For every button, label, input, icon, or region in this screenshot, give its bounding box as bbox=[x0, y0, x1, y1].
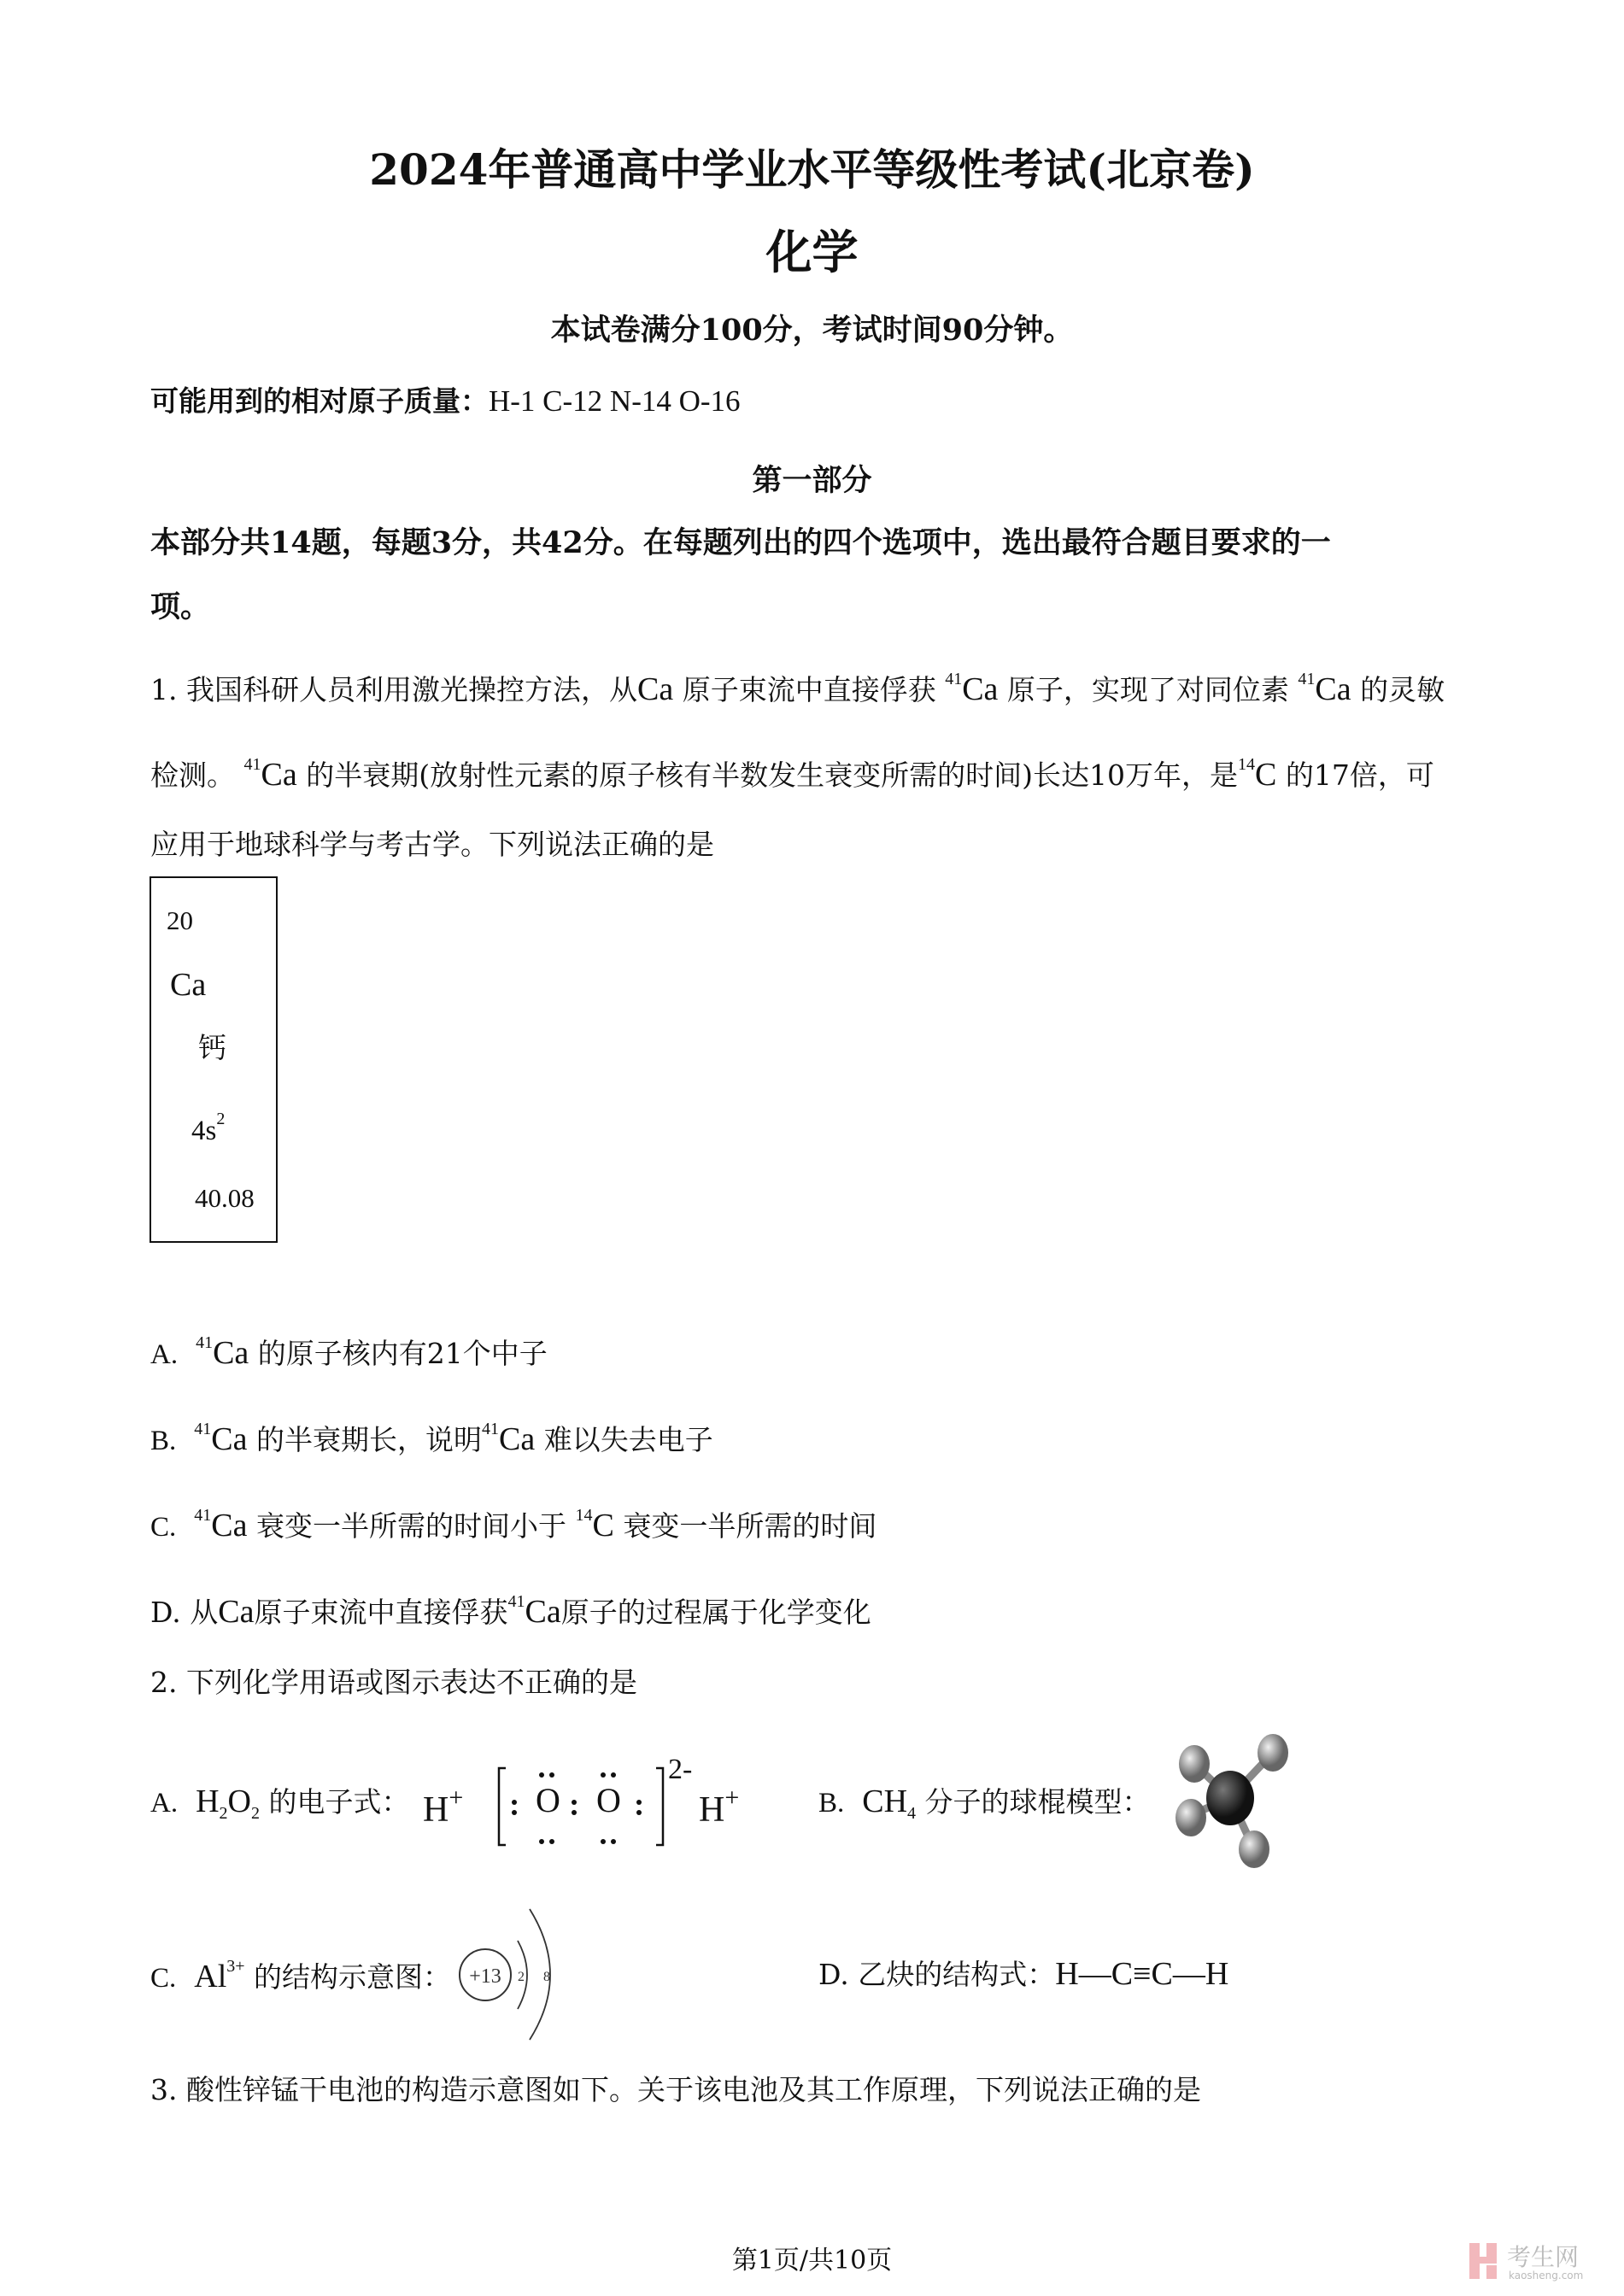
sup: 41 bbox=[481, 1420, 499, 1438]
element: C bbox=[592, 1508, 614, 1543]
element: Ca bbox=[1315, 671, 1351, 707]
q2-stem: 2. 下列化学用语或图示表达不正确的是 bbox=[150, 1666, 637, 1699]
text: 的电子式： bbox=[268, 1785, 410, 1819]
atomic-number: 20 bbox=[167, 905, 193, 935]
mass-number: 41 bbox=[243, 755, 261, 774]
h: H bbox=[699, 1790, 725, 1830]
text: 的结构示意图： bbox=[254, 1960, 452, 1994]
q2-option-c[interactable] bbox=[150, 1958, 451, 1993]
charge: + bbox=[724, 1784, 740, 1812]
element-name: 钙 bbox=[198, 1031, 226, 1064]
subject-title: 化学 bbox=[765, 225, 859, 279]
page-number: 第1页/共10页 bbox=[731, 2246, 893, 2276]
mass-number: 14 bbox=[1237, 755, 1255, 774]
shell-2-count: 8 bbox=[543, 1970, 550, 1984]
q1-line2 bbox=[150, 756, 1434, 791]
label: C. bbox=[150, 1512, 177, 1543]
atomic-mass-values: H-1 C-12 N-14 O-16 bbox=[489, 384, 741, 418]
mass-number: 41 bbox=[1298, 670, 1316, 688]
text: 的半衰期(放射性元素的原子核有半数发生衰变所需的时间)长达10万年，是 bbox=[306, 758, 1238, 792]
sup: 14 bbox=[575, 1506, 593, 1525]
text: 衰变一半所需的时间 bbox=[623, 1509, 877, 1543]
lewis-o1: O bbox=[536, 1781, 560, 1819]
svg-text:kaosheng.com: kaosheng.com bbox=[1509, 2270, 1584, 2281]
text: 的原子核内有21个中子 bbox=[257, 1337, 548, 1370]
exam-info: 本试卷满分100分，考试时间90分钟。 bbox=[550, 313, 1074, 348]
text: 检测。 bbox=[150, 758, 235, 792]
label: C. bbox=[150, 1963, 177, 1994]
sup: 41 bbox=[194, 1420, 212, 1438]
formula: H bbox=[196, 1784, 220, 1819]
sup: 41 bbox=[507, 1592, 525, 1611]
q1-option-a[interactable] bbox=[150, 1334, 548, 1369]
acetylene-formula: H—C≡C—H bbox=[1055, 1956, 1229, 1992]
element: Ca bbox=[211, 1421, 248, 1457]
mass-number: 41 bbox=[945, 670, 963, 688]
text: 的半衰期长，说明 bbox=[255, 1423, 482, 1456]
q2-option-b[interactable] bbox=[818, 1785, 1151, 1822]
lewis-charge: 2- bbox=[668, 1754, 693, 1785]
text: 原子束流中直接俘获 bbox=[682, 673, 936, 706]
q1-option-b[interactable] bbox=[150, 1420, 713, 1456]
electron-config bbox=[191, 1110, 225, 1145]
text: 的17倍，可 bbox=[1285, 758, 1434, 792]
formula: Al bbox=[194, 1959, 227, 1994]
atomic-mass: 40.08 bbox=[195, 1183, 255, 1213]
lewis-o2: O bbox=[596, 1781, 621, 1819]
element: C bbox=[1254, 757, 1277, 793]
text: 分子的球棍模型： bbox=[924, 1785, 1151, 1819]
atomic-mass-line bbox=[150, 386, 741, 416]
shell-1-count: 2 bbox=[518, 1970, 525, 1984]
label: A. bbox=[150, 1339, 179, 1370]
text: 难以失去电子 bbox=[543, 1423, 713, 1456]
sup: 41 bbox=[194, 1506, 212, 1525]
lewis-h-right bbox=[699, 1785, 739, 1828]
svg-text:考生网: 考生网 bbox=[1507, 2243, 1580, 2271]
formula: CH bbox=[862, 1784, 908, 1819]
text: 原子，实现了对同位素 bbox=[1006, 673, 1289, 706]
sub: 2 bbox=[250, 1804, 260, 1823]
al-ion-structure-diagram bbox=[451, 1905, 571, 2041]
sub: 2 bbox=[219, 1804, 228, 1823]
kaosheng-logo-icon bbox=[1468, 2240, 1613, 2284]
h: H bbox=[423, 1790, 449, 1830]
methane-ball-stick-model bbox=[1162, 1734, 1299, 1871]
part1-instruction: 本部分共14题，每题3分，共42分。在每题列出的四个选项中，选出最符合题目要求的一 bbox=[150, 525, 1331, 560]
atomic-mass-label: 可能用到的相对原子质量： bbox=[150, 384, 489, 418]
q3-stem: 3. 酸性锌锰干电池的构造示意图如下。关于该电池及其工作原理，下列说法正确的是 bbox=[150, 2073, 1201, 2106]
element: Ca bbox=[962, 671, 999, 707]
element-symbol: Ca bbox=[170, 967, 207, 1003]
element: Ca bbox=[213, 1335, 249, 1371]
exam-title: 2024年普通高中学业水平等级性考试(北京卷) bbox=[369, 144, 1255, 195]
label: B. bbox=[818, 1788, 845, 1819]
charge: + bbox=[449, 1784, 464, 1812]
element: Ca bbox=[525, 1594, 561, 1630]
formula: O bbox=[227, 1784, 251, 1819]
label: D. 乙炔的结构式： bbox=[818, 1958, 1056, 1991]
kaosheng-watermark-logo bbox=[1468, 2240, 1613, 2287]
text: 1. 我国科研人员利用激光操控方法，从 bbox=[150, 673, 637, 706]
element: Ca bbox=[218, 1594, 255, 1630]
label: A. bbox=[150, 1788, 179, 1819]
element: Ca bbox=[498, 1421, 536, 1457]
element: Ca bbox=[261, 757, 297, 793]
q1-line3: 应用于地球科学与考古学。下列说法正确的是 bbox=[150, 828, 714, 861]
q1-option-c[interactable] bbox=[150, 1507, 876, 1542]
part1-instruction-2: 项。 bbox=[150, 589, 211, 624]
text: 衰变一半所需的时间小于 bbox=[255, 1509, 566, 1543]
sup: 2 bbox=[216, 1110, 226, 1128]
element: Ca bbox=[211, 1508, 248, 1543]
q1-option-d[interactable] bbox=[150, 1593, 871, 1628]
label: D. 从 bbox=[150, 1596, 219, 1629]
q1-line1 bbox=[150, 671, 1445, 706]
sup: 3+ bbox=[226, 1957, 245, 1976]
sup: 41 bbox=[196, 1333, 214, 1352]
lewis-bracket-structure bbox=[495, 1760, 675, 1854]
q2-option-d[interactable] bbox=[818, 1958, 1228, 1990]
lewis-h-left bbox=[423, 1785, 463, 1828]
text: 原子束流中直接俘获 bbox=[254, 1596, 508, 1629]
text: 的灵敏 bbox=[1360, 673, 1445, 706]
nucleus-charge: +13 bbox=[469, 1965, 501, 1988]
text: 4s bbox=[191, 1116, 217, 1146]
q2-option-a[interactable] bbox=[150, 1785, 409, 1822]
element: Ca bbox=[636, 671, 674, 707]
text: 原子的过程属于化学变化 bbox=[560, 1596, 871, 1629]
part1-title: 第一部分 bbox=[752, 463, 872, 498]
sub: 4 bbox=[907, 1804, 917, 1823]
label: B. bbox=[150, 1426, 177, 1456]
